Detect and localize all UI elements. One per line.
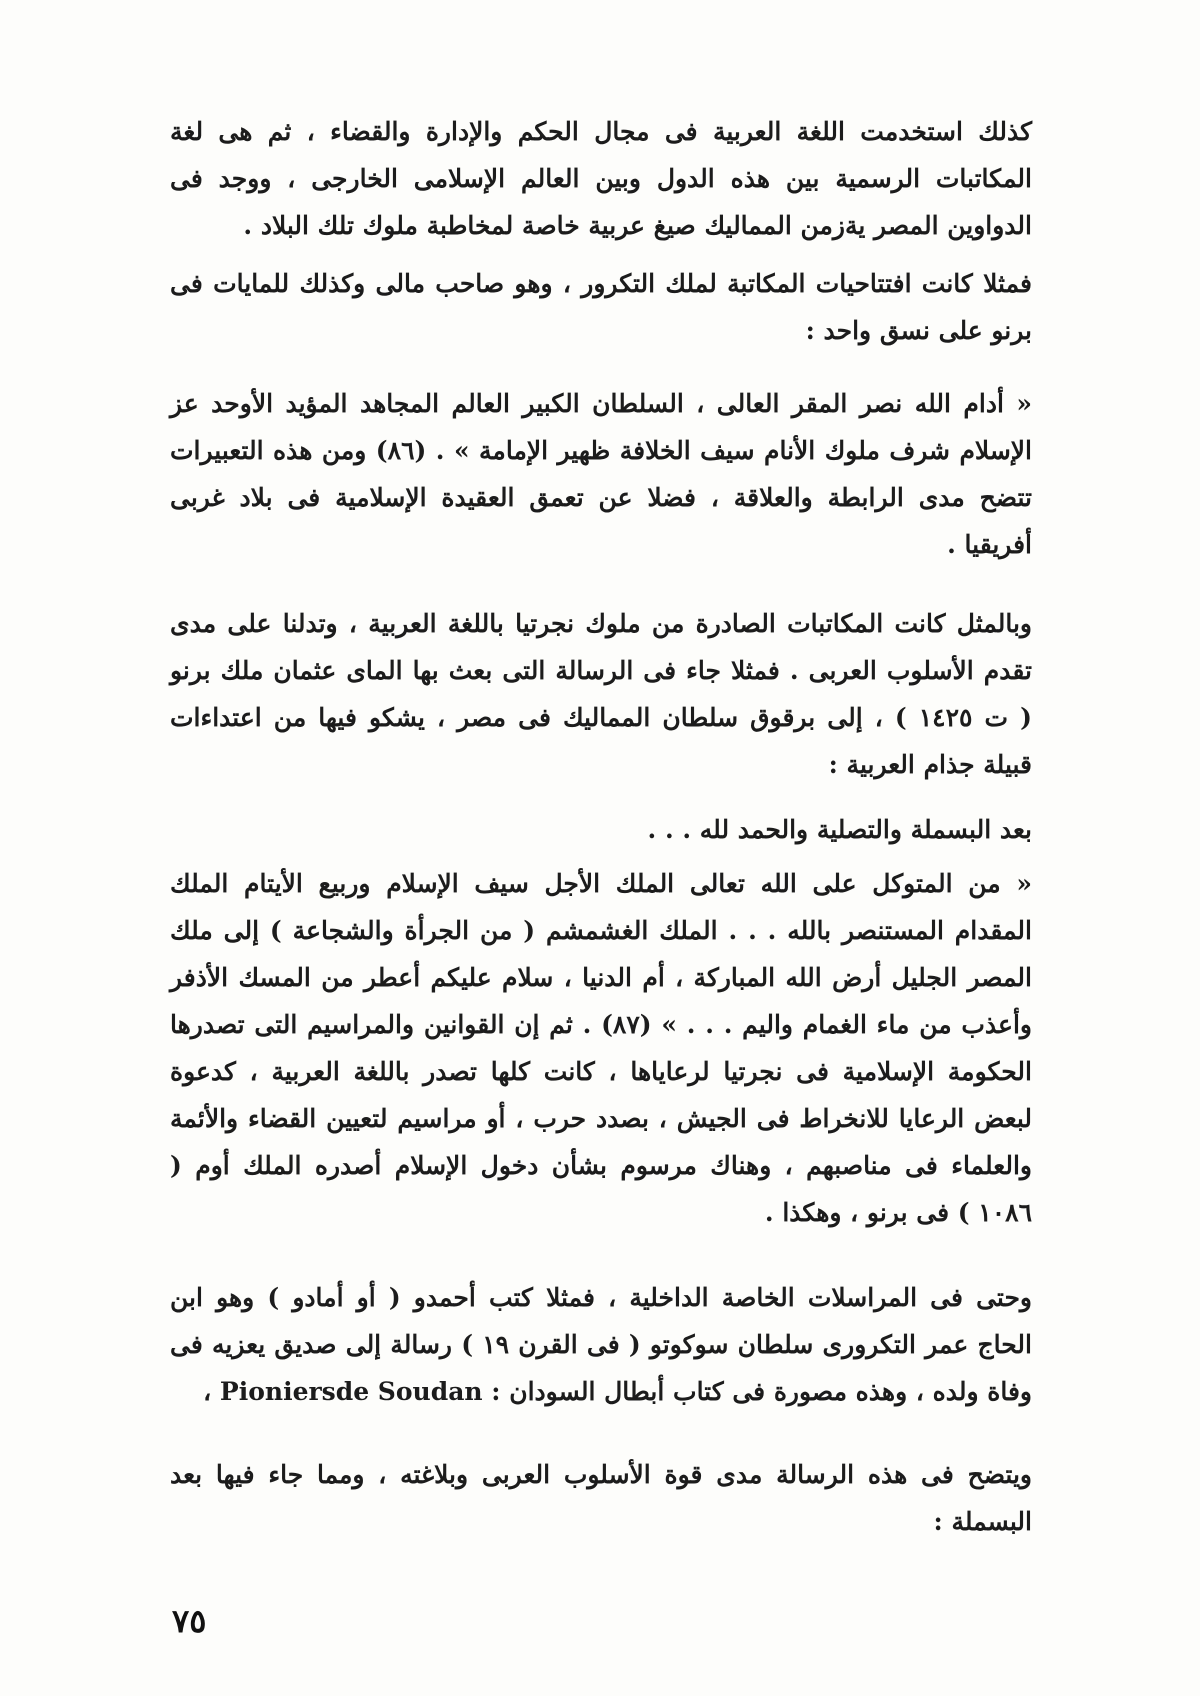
paragraph-private-letters: وحتى فى المراسلات الخاصة الداخلية ، فمثلا كتب أحمدو ( أو أمادو ) وهو ابن الحاج عمر التكرورى سلطان سوكوتو ( فى القرن ١٩ ) رسالة إلى صديق يعزيه فى وفاة ولده ، وهذه مصورة فى كتاب أبطال السودان : Pioniersde Soudan ، [170,1283,1032,1406]
paragraph-basmala-line: بعد البسملة والتصلية والحمد لله . . . [647,815,1032,844]
paragraph-arabic-administration: كذلك استخدمت اللغة العربية فى مجال الحكم والإدارة والقضاء ، ثم هى لغة المكاتبات الرسمية بين هذه الدول وبين العالم الإسلامى الخارجى ، ووجد فى الدواوين المصر يةزمن المماليك صيغ عربية خاصة لمخاطبة ملوك تلك البلاد . [170,117,1032,240]
paragraph-letter-quote: « من المتوكل على الله تعالى الملك الأجل سيف الإسلام وربيع الأيتام الملك المقدام المستنصر بالله . . . الملك الغشمشم ( من الجرأة والشجاعة ) إلى ملك المصر الجليل أرض الله المباركة ، أم الدنيا ، سلام عليكم أعطر من المسك الأذفر وأعذب من ماء الغمام واليم . . . » (٨٧) . ثم إن القوانين والمراسيم التى تصدرها الحكومة الإسلامية فى نجرتيا لرعاياها ، كانت كلها تصدر باللغة العربية ، كدعوة لبعض الرعايا للانخراط فى الجيش ، بصدد حرب ، أو مراسيم لتعيين القضاء والأئمة والعلماء فى مناصبهم ، وهناك مرسوم بشأن دخول الإسلام أصدره الملك أوم ( ١٠٨٦ ) فى برنو ، وهكذا . [170,869,1032,1227]
paragraph-takrur-correspondence: فمثلا كانت افتتاحيات المكاتبة لملك التكرور ، وهو صاحب مالى وكذلك للمايات فى برنو على نسق واحد : [170,269,1032,345]
paragraph-letter-style: ويتضح فى هذه الرسالة مدى قوة الأسلوب العربى وبلاغته ، ومما جاء فيها بعد البسملة : [170,1460,1032,1536]
paragraph-nigritia-letters: وبالمثل كانت المكاتبات الصادرة من ملوك نجرتيا باللغة العربية ، وتدلنا على مدى تقدم الأسلوب العربى . فمثلا جاء فى الرسالة التى بعث بها الماى عثمان ملك برنو ( ت ١٤٢٥ ) ، إلى برقوق سلطان المماليك فى مصر ، يشكو فيها من اعتداءات قبيلة جذام العربية : [170,609,1032,779]
paragraph-quoted-salutation: « أدام الله نصر المقر العالى ، السلطان الكبير العالم المجاهد المؤيد الأوحد عز الإسلام شرف ملوك الأنام سيف الخلافة ظهير الإمامة » . (٨٦) ومن هذه التعبيرات تتضح مدى الرابطة والعلاقة ، فضلا عن تعمق العقيدة الإسلامية فى بلاد غربى أفريقيا . [170,389,1032,559]
page-number: ٧٥ [172,1602,207,1640]
